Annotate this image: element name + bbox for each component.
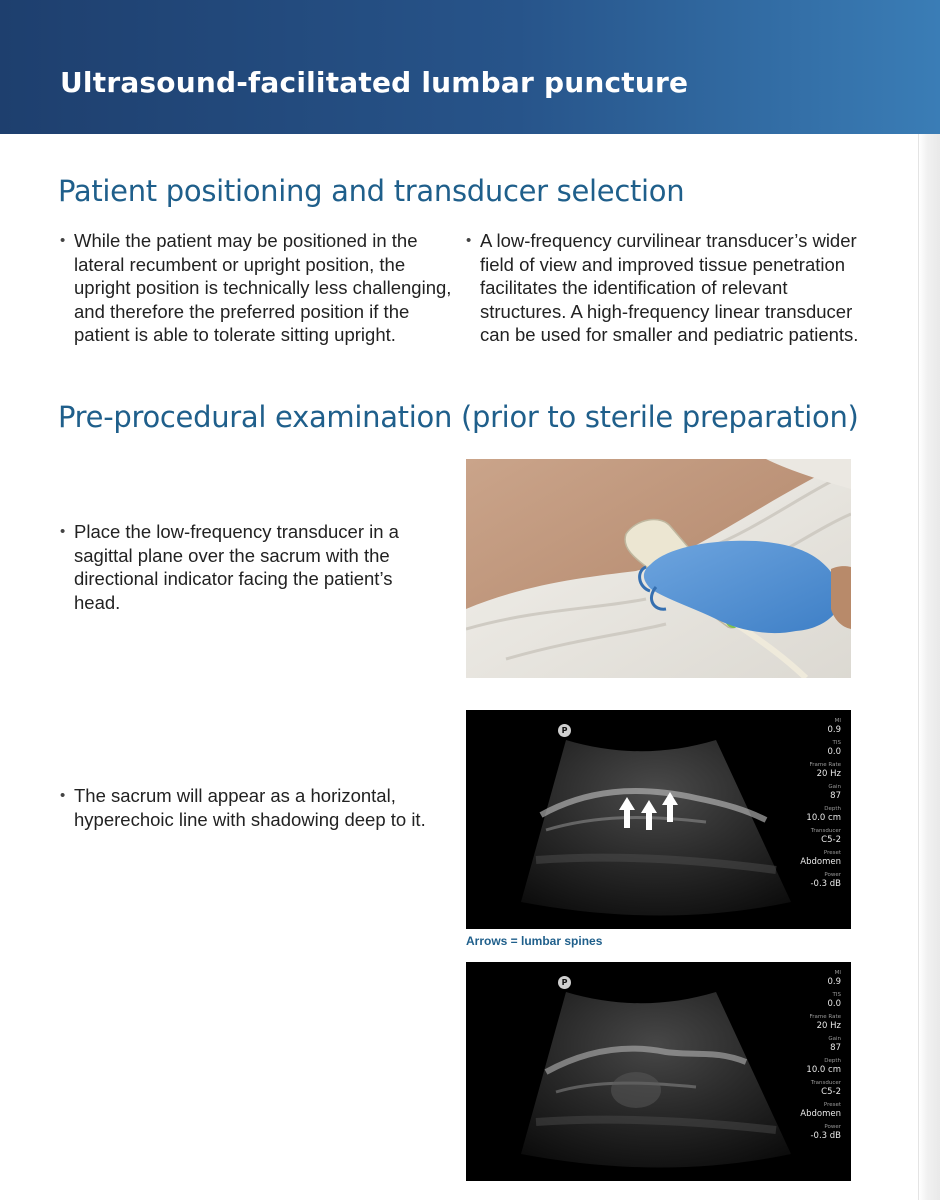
bullet-transducer-placement: • Place the low-frequency transducer in a sagittal plane over the sacrum with the directional indicator facing the patient’s head. [60, 520, 430, 614]
readout-label: MI [834, 718, 841, 724]
ultrasound-image-arrows [466, 710, 851, 929]
bullet-sacrum-appearance: • The sacrum will appear as a horizontal, hyperechoic line with shadowing deep to it. [60, 784, 455, 831]
probe-orientation-marker: P [558, 976, 571, 989]
readout-label: Preset [823, 1102, 841, 1108]
readout-label: Frame Rate [809, 762, 841, 768]
readout-value: Abdomen [800, 857, 841, 867]
ultrasound-image-plain [466, 962, 851, 1181]
readout-label: Depth [824, 1058, 841, 1064]
section-title-preprocedural: Pre-procedural examination (prior to sterile preparation) [58, 400, 859, 434]
readout-label: Depth [824, 806, 841, 812]
readout-label: Power [824, 872, 841, 878]
readout-label: Preset [823, 850, 841, 856]
ultrasound-readout [781, 718, 841, 894]
readout-label: Transducer [810, 828, 841, 834]
readout-value: 10.0 cm [806, 813, 841, 823]
bullet-patient-position: • While the patient may be positioned in the lateral recumbent or upright position, the upright position is technically less challenging, and therefore the preferred position if the patient is able to tolerate sitting upright. [60, 229, 455, 347]
readout-value: 20 Hz [816, 1021, 841, 1031]
page-header [0, 0, 940, 134]
bullet-transducer-selection: • A low-frequency curvilinear transducer’s wider field of view and improved tissue penetration facilitates the identification of relevant structures. A high-frequency linear transducer can be used for smaller and pediatric patients. [466, 229, 866, 347]
readout-value: 0.0 [827, 747, 841, 757]
readout-value: Abdomen [800, 1109, 841, 1119]
image-caption: Arrows = lumbar spines [466, 934, 603, 948]
transducer-placement-photo [466, 459, 851, 678]
readout-label: TIS [832, 992, 841, 998]
section-title-positioning: Patient positioning and transducer selection [58, 174, 685, 208]
ultrasound-readout [781, 970, 841, 1146]
readout-value: -0.3 dB [810, 879, 841, 889]
readout-value: -0.3 dB [810, 1131, 841, 1141]
transducer-photo-illustration [466, 459, 851, 678]
readout-value: 0.0 [827, 999, 841, 1009]
readout-value: 0.9 [827, 977, 841, 987]
page-edge [918, 134, 940, 1200]
readout-value: C5-2 [821, 1087, 841, 1097]
readout-value: 20 Hz [816, 769, 841, 779]
page-title: Ultrasound-facilitated lumbar puncture [60, 66, 689, 99]
readout-label: Gain [828, 784, 841, 790]
readout-value: 10.0 cm [806, 1065, 841, 1075]
readout-value: 87 [830, 791, 841, 801]
readout-label: Transducer [810, 1080, 841, 1086]
readout-label: MI [834, 970, 841, 976]
readout-value: 87 [830, 1043, 841, 1053]
probe-orientation-marker: P [558, 724, 571, 737]
readout-label: Frame Rate [809, 1014, 841, 1020]
readout-value: 0.9 [827, 725, 841, 735]
readout-label: Gain [828, 1036, 841, 1042]
readout-label: TIS [832, 740, 841, 746]
readout-label: Power [824, 1124, 841, 1130]
readout-value: C5-2 [821, 835, 841, 845]
